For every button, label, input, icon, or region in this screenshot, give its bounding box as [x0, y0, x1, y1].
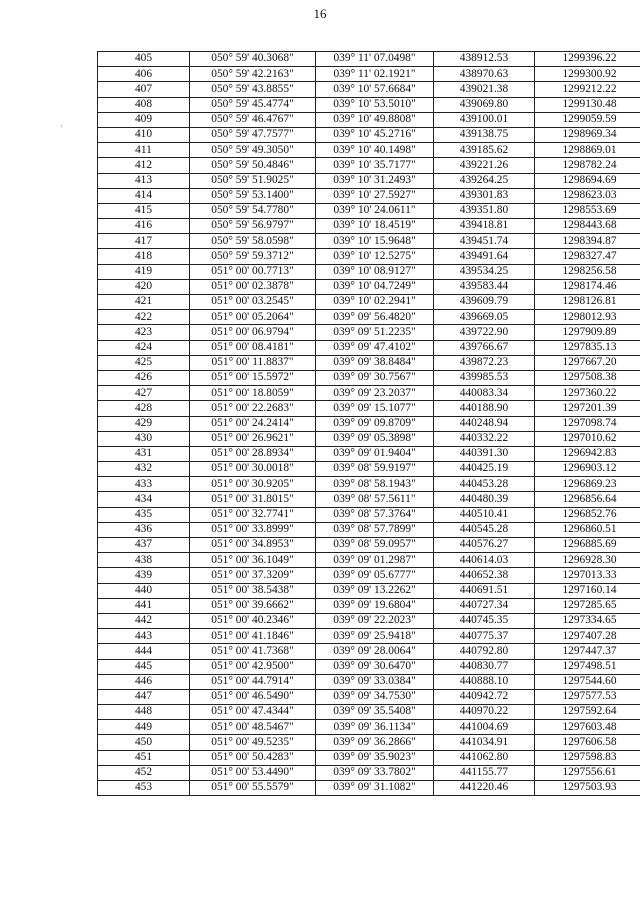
northing-cell: 1297667.20	[535, 355, 640, 370]
point-number-cell: 412	[98, 158, 190, 173]
easting-cell: 439491.64	[434, 249, 535, 264]
longitude-cell: 039° 09' 31.1082"	[316, 781, 434, 796]
table-row	[98, 507, 640, 522]
table-row	[98, 143, 640, 158]
easting-cell: 441034.91	[434, 735, 535, 750]
longitude-cell: 039° 10' 53.5010"	[316, 97, 434, 112]
table-row	[98, 674, 640, 689]
table-row	[98, 431, 640, 446]
table-row	[98, 370, 640, 385]
easting-cell: 439766.67	[434, 340, 535, 355]
northing-cell: 1298623.03	[535, 188, 640, 203]
table-row	[98, 310, 640, 325]
point-number-cell: 411	[98, 143, 190, 158]
northing-cell: 1298126.81	[535, 295, 640, 310]
northing-cell: 1296928.30	[535, 553, 640, 568]
northing-cell: 1297592.64	[535, 705, 640, 720]
northing-cell: 1298969.34	[535, 127, 640, 142]
table-row	[98, 720, 640, 735]
point-number-cell: 447	[98, 689, 190, 704]
table-row	[98, 52, 640, 67]
northing-cell: 1299130.48	[535, 97, 640, 112]
longitude-cell: 039° 09' 22.2023"	[316, 613, 434, 628]
northing-cell: 1296885.69	[535, 538, 640, 553]
easting-cell: 439583.44	[434, 279, 535, 294]
latitude-cell: 051° 00' 46.5490"	[190, 689, 316, 704]
point-number-cell: 446	[98, 674, 190, 689]
table-row	[98, 629, 640, 644]
point-number-cell: 435	[98, 507, 190, 522]
longitude-cell: 039° 08' 57.3764"	[316, 507, 434, 522]
longitude-cell: 039° 11' 07.0498"	[316, 52, 434, 67]
point-number-cell: 434	[98, 492, 190, 507]
table-row	[98, 613, 640, 628]
point-number-cell: 407	[98, 82, 190, 97]
table-row	[98, 325, 640, 340]
point-number-cell: 419	[98, 264, 190, 279]
table-row	[98, 97, 640, 112]
point-number-cell: 448	[98, 705, 190, 720]
point-number-cell: 428	[98, 401, 190, 416]
table-row	[98, 765, 640, 780]
table-row	[98, 583, 640, 598]
longitude-cell: 039° 09' 35.5408"	[316, 705, 434, 720]
table-row	[98, 522, 640, 537]
northing-cell: 1297835.13	[535, 340, 640, 355]
point-number-cell: 424	[98, 340, 190, 355]
point-number-cell: 409	[98, 112, 190, 127]
table-row	[98, 705, 640, 720]
northing-cell: 1298012.93	[535, 310, 640, 325]
point-number-cell: 420	[98, 279, 190, 294]
table-row	[98, 416, 640, 431]
longitude-cell: 039° 10' 08.9127"	[316, 264, 434, 279]
easting-cell: 439069.80	[434, 97, 535, 112]
longitude-cell: 039° 10' 24.0611"	[316, 203, 434, 218]
northing-cell: 1298327.47	[535, 249, 640, 264]
latitude-cell: 051° 00' 49.5235"	[190, 735, 316, 750]
point-number-cell: 417	[98, 234, 190, 249]
longitude-cell: 039° 09' 47.4102"	[316, 340, 434, 355]
point-number-cell: 450	[98, 735, 190, 750]
northing-cell: 1297160.14	[535, 583, 640, 598]
northing-cell: 1297508.38	[535, 370, 640, 385]
northing-cell: 1297503.93	[535, 781, 640, 796]
table-row	[98, 219, 640, 234]
point-number-cell: 432	[98, 462, 190, 477]
easting-cell: 440727.34	[434, 598, 535, 613]
easting-cell: 440510.41	[434, 507, 535, 522]
table-row	[98, 112, 640, 127]
latitude-cell: 051° 00' 30.9205"	[190, 477, 316, 492]
longitude-cell: 039° 09' 01.2987"	[316, 553, 434, 568]
northing-cell: 1296903.12	[535, 462, 640, 477]
longitude-cell: 039° 09' 23.2037"	[316, 386, 434, 401]
easting-cell: 440888.10	[434, 674, 535, 689]
longitude-cell: 039° 11' 02.1921"	[316, 67, 434, 82]
latitude-cell: 051° 00' 40.2346"	[190, 613, 316, 628]
easting-cell: 440425.19	[434, 462, 535, 477]
northing-cell: 1297909.89	[535, 325, 640, 340]
latitude-cell: 051° 00' 02.3878"	[190, 279, 316, 294]
table-row	[98, 568, 640, 583]
table-row	[98, 781, 640, 796]
table-row	[98, 644, 640, 659]
longitude-cell: 039° 08' 59.0957"	[316, 538, 434, 553]
northing-cell: 1297606.58	[535, 735, 640, 750]
table-row	[98, 598, 640, 613]
northing-cell: 1299212.22	[535, 82, 640, 97]
latitude-cell: 051° 00' 32.7741"	[190, 507, 316, 522]
point-number-cell: 439	[98, 568, 190, 583]
longitude-cell: 039° 09' 36.2866"	[316, 735, 434, 750]
point-number-cell: 438	[98, 553, 190, 568]
point-number-cell: 449	[98, 720, 190, 735]
easting-cell: 439609.79	[434, 295, 535, 310]
longitude-cell: 039° 10' 18.4519"	[316, 219, 434, 234]
longitude-cell: 039° 10' 45.2716"	[316, 127, 434, 142]
longitude-cell: 039° 09' 28.0064"	[316, 644, 434, 659]
easting-cell: 440545.28	[434, 522, 535, 537]
easting-cell: 441062.80	[434, 750, 535, 765]
northing-cell: 1298869.01	[535, 143, 640, 158]
northing-cell: 1296942.83	[535, 446, 640, 461]
point-number-cell: 410	[98, 127, 190, 142]
northing-cell: 1297447.37	[535, 644, 640, 659]
longitude-cell: 039° 09' 19.6804"	[316, 598, 434, 613]
easting-cell: 439351.80	[434, 203, 535, 218]
longitude-cell: 039° 09' 05.6777"	[316, 568, 434, 583]
northing-cell: 1297201.39	[535, 401, 640, 416]
table-row	[98, 188, 640, 203]
table-row	[98, 401, 640, 416]
table-row	[98, 264, 640, 279]
easting-cell: 440775.37	[434, 629, 535, 644]
northing-cell: 1297285.65	[535, 598, 640, 613]
easting-cell: 440453.28	[434, 477, 535, 492]
latitude-cell: 051° 00' 22.2683"	[190, 401, 316, 416]
northing-cell: 1299396.22	[535, 52, 640, 67]
point-number-cell: 442	[98, 613, 190, 628]
longitude-cell: 039° 08' 59.9197"	[316, 462, 434, 477]
point-number-cell: 422	[98, 310, 190, 325]
table-row	[98, 689, 640, 704]
easting-cell: 440830.77	[434, 659, 535, 674]
latitude-cell: 050° 59' 45.4774"	[190, 97, 316, 112]
longitude-cell: 039° 10' 04.7249"	[316, 279, 434, 294]
point-number-cell: 418	[98, 249, 190, 264]
table-row	[98, 82, 640, 97]
point-number-cell: 453	[98, 781, 190, 796]
table-row	[98, 386, 640, 401]
easting-cell: 440083.34	[434, 386, 535, 401]
table-row	[98, 492, 640, 507]
table-row	[98, 446, 640, 461]
northing-cell: 1298782.24	[535, 158, 640, 173]
point-number-cell: 437	[98, 538, 190, 553]
northing-cell: 1297013.33	[535, 568, 640, 583]
point-number-cell: 445	[98, 659, 190, 674]
latitude-cell: 051° 00' 05.2064"	[190, 310, 316, 325]
point-number-cell: 423	[98, 325, 190, 340]
point-number-cell: 443	[98, 629, 190, 644]
table-row	[98, 355, 640, 370]
latitude-cell: 051° 00' 53.4490"	[190, 765, 316, 780]
table-row	[98, 477, 640, 492]
longitude-cell: 039° 10' 31.2493"	[316, 173, 434, 188]
northing-cell: 1297603.48	[535, 720, 640, 735]
northing-cell: 1299300.92	[535, 67, 640, 82]
coordinates-table-body	[98, 52, 640, 796]
northing-cell: 1297407.28	[535, 629, 640, 644]
latitude-cell: 050° 59' 47.7577"	[190, 127, 316, 142]
table-row	[98, 538, 640, 553]
latitude-cell: 051° 00' 28.8934"	[190, 446, 316, 461]
latitude-cell: 050° 59' 58.0598"	[190, 234, 316, 249]
latitude-cell: 051° 00' 48.5467"	[190, 720, 316, 735]
point-number-cell: 451	[98, 750, 190, 765]
latitude-cell: 051° 00' 00.7713"	[190, 264, 316, 279]
latitude-cell: 050° 59' 59.3712"	[190, 249, 316, 264]
point-number-cell: 421	[98, 295, 190, 310]
easting-cell: 439021.38	[434, 82, 535, 97]
latitude-cell: 051° 00' 39.6662"	[190, 598, 316, 613]
latitude-cell: 050° 59' 54.7780"	[190, 203, 316, 218]
table-row	[98, 249, 640, 264]
longitude-cell: 039° 09' 15.1077"	[316, 401, 434, 416]
point-number-cell: 431	[98, 446, 190, 461]
easting-cell: 441004.69	[434, 720, 535, 735]
point-number-cell: 415	[98, 203, 190, 218]
table-row	[98, 67, 640, 82]
northing-cell: 1298174.46	[535, 279, 640, 294]
easting-cell: 440942.72	[434, 689, 535, 704]
latitude-cell: 051° 00' 44.7914"	[190, 674, 316, 689]
latitude-cell: 051° 00' 50.4283"	[190, 750, 316, 765]
page-number: 16	[313, 6, 327, 21]
point-number-cell: 440	[98, 583, 190, 598]
point-number-cell: 416	[98, 219, 190, 234]
longitude-cell: 039° 09' 38.8484"	[316, 355, 434, 370]
point-number-cell: 427	[98, 386, 190, 401]
easting-cell: 439722.90	[434, 325, 535, 340]
latitude-cell: 051° 00' 37.3209"	[190, 568, 316, 583]
northing-cell: 1297498.51	[535, 659, 640, 674]
point-number-cell: 430	[98, 431, 190, 446]
latitude-cell: 051° 00' 08.4181"	[190, 340, 316, 355]
latitude-cell: 050° 59' 51.9025"	[190, 173, 316, 188]
northing-cell: 1296852.76	[535, 507, 640, 522]
latitude-cell: 050° 59' 49.3050"	[190, 143, 316, 158]
table-row	[98, 127, 640, 142]
longitude-cell: 039° 09' 05.3898"	[316, 431, 434, 446]
longitude-cell: 039° 09' 33.7802"	[316, 765, 434, 780]
point-number-cell: 429	[98, 416, 190, 431]
longitude-cell: 039° 10' 27.5927"	[316, 188, 434, 203]
latitude-cell: 050° 59' 40.3068"	[190, 52, 316, 67]
northing-cell: 1297360.22	[535, 386, 640, 401]
point-number-cell: 425	[98, 355, 190, 370]
northing-cell: 1298553.69	[535, 203, 640, 218]
longitude-cell: 039° 09' 34.7530"	[316, 689, 434, 704]
latitude-cell: 051° 00' 47.4344"	[190, 705, 316, 720]
northing-cell: 1297098.74	[535, 416, 640, 431]
point-number-cell: 413	[98, 173, 190, 188]
point-number-cell: 426	[98, 370, 190, 385]
latitude-cell: 051° 00' 41.1846"	[190, 629, 316, 644]
latitude-cell: 050° 59' 53.1400"	[190, 188, 316, 203]
point-number-cell: 408	[98, 97, 190, 112]
table-row	[98, 462, 640, 477]
northing-cell: 1297010.62	[535, 431, 640, 446]
easting-cell: 439301.83	[434, 188, 535, 203]
longitude-cell: 039° 09' 09.8709"	[316, 416, 434, 431]
longitude-cell: 039° 10' 15.9648"	[316, 234, 434, 249]
latitude-cell: 050° 59' 50.4846"	[190, 158, 316, 173]
easting-cell: 440652.38	[434, 568, 535, 583]
easting-cell: 440792.80	[434, 644, 535, 659]
northing-cell: 1296869.23	[535, 477, 640, 492]
latitude-cell: 050° 59' 56.9797"	[190, 219, 316, 234]
latitude-cell: 051° 00' 42.9500"	[190, 659, 316, 674]
longitude-cell: 039° 09' 56.4820"	[316, 310, 434, 325]
table-row	[98, 750, 640, 765]
northing-cell: 1296860.51	[535, 522, 640, 537]
table-row	[98, 295, 640, 310]
coordinates-table	[97, 51, 640, 796]
longitude-cell: 039° 09' 25.9418"	[316, 629, 434, 644]
table-row	[98, 735, 640, 750]
longitude-cell: 039° 10' 12.5275"	[316, 249, 434, 264]
northing-cell: 1297556.61	[535, 765, 640, 780]
longitude-cell: 039° 10' 49.8808"	[316, 112, 434, 127]
point-number-cell: 414	[98, 188, 190, 203]
easting-cell: 438912.53	[434, 52, 535, 67]
point-number-cell: 436	[98, 522, 190, 537]
table-row	[98, 279, 640, 294]
easting-cell: 441155.77	[434, 765, 535, 780]
point-number-cell: 405	[98, 52, 190, 67]
latitude-cell: 051° 00' 03.2545"	[190, 295, 316, 310]
point-number-cell: 452	[98, 765, 190, 780]
northing-cell: 1297598.83	[535, 750, 640, 765]
longitude-cell: 039° 10' 40.1498"	[316, 143, 434, 158]
longitude-cell: 039° 09' 01.9404"	[316, 446, 434, 461]
latitude-cell: 051° 00' 06.9794"	[190, 325, 316, 340]
easting-cell: 441220.46	[434, 781, 535, 796]
easting-cell: 440691.51	[434, 583, 535, 598]
northing-cell: 1297577.53	[535, 689, 640, 704]
easting-cell: 440248.94	[434, 416, 535, 431]
northing-cell: 1296856.64	[535, 492, 640, 507]
table-row	[98, 553, 640, 568]
northing-cell: 1297334.65	[535, 613, 640, 628]
easting-cell: 439534.25	[434, 264, 535, 279]
table-row	[98, 234, 640, 249]
easting-cell: 439100.01	[434, 112, 535, 127]
easting-cell: 440745.35	[434, 613, 535, 628]
point-number-cell: 433	[98, 477, 190, 492]
latitude-cell: 051° 00' 38.5438"	[190, 583, 316, 598]
latitude-cell: 051° 00' 15.5972"	[190, 370, 316, 385]
longitude-cell: 039° 09' 35.9023"	[316, 750, 434, 765]
point-number-cell: 406	[98, 67, 190, 82]
easting-cell: 439418.81	[434, 219, 535, 234]
longitude-cell: 039° 10' 35.7177"	[316, 158, 434, 173]
northing-cell: 1298694.69	[535, 173, 640, 188]
northing-cell: 1298394.87	[535, 234, 640, 249]
easting-cell: 440332.22	[434, 431, 535, 446]
longitude-cell: 039° 08' 57.7899"	[316, 522, 434, 537]
latitude-cell: 051° 00' 26.9621"	[190, 431, 316, 446]
latitude-cell: 051° 00' 30.0018"	[190, 462, 316, 477]
northing-cell: 1299059.59	[535, 112, 640, 127]
latitude-cell: 051° 00' 24.2414"	[190, 416, 316, 431]
easting-cell: 440188.90	[434, 401, 535, 416]
easting-cell: 438970.63	[434, 67, 535, 82]
longitude-cell: 039° 09' 33.0384"	[316, 674, 434, 689]
northing-cell: 1298256.58	[535, 264, 640, 279]
easting-cell: 440480.39	[434, 492, 535, 507]
easting-cell: 439138.75	[434, 127, 535, 142]
table-row	[98, 173, 640, 188]
easting-cell: 439264.25	[434, 173, 535, 188]
easting-cell: 440970.22	[434, 705, 535, 720]
longitude-cell: 039° 10' 02.2941"	[316, 295, 434, 310]
easting-cell: 440391.30	[434, 446, 535, 461]
latitude-cell: 050° 59' 42.2163"	[190, 67, 316, 82]
latitude-cell: 050° 59' 43.8855"	[190, 82, 316, 97]
latitude-cell: 051° 00' 33.8999"	[190, 522, 316, 537]
point-number-cell: 444	[98, 644, 190, 659]
latitude-cell: 051° 00' 18.8059"	[190, 386, 316, 401]
easting-cell: 440614.03	[434, 553, 535, 568]
longitude-cell: 039° 09' 13.2262"	[316, 583, 434, 598]
northing-cell: 1298443.68	[535, 219, 640, 234]
easting-cell: 439185.62	[434, 143, 535, 158]
longitude-cell: 039° 10' 57.6684"	[316, 82, 434, 97]
easting-cell: 439985.53	[434, 370, 535, 385]
longitude-cell: 039° 09' 51.2235"	[316, 325, 434, 340]
table-row	[98, 659, 640, 674]
margin-mark: ·	[60, 122, 63, 131]
latitude-cell: 051° 00' 36.1049"	[190, 553, 316, 568]
latitude-cell: 051° 00' 11.8837"	[190, 355, 316, 370]
easting-cell: 439451.74	[434, 234, 535, 249]
northing-cell: 1297544.60	[535, 674, 640, 689]
point-number-cell: 441	[98, 598, 190, 613]
latitude-cell: 050° 59' 46.4767"	[190, 112, 316, 127]
table-row	[98, 158, 640, 173]
longitude-cell: 039° 09' 36.1134"	[316, 720, 434, 735]
easting-cell: 439669.05	[434, 310, 535, 325]
latitude-cell: 051° 00' 55.5579"	[190, 781, 316, 796]
latitude-cell: 051° 00' 41.7368"	[190, 644, 316, 659]
easting-cell: 439221.26	[434, 158, 535, 173]
easting-cell: 440576.27	[434, 538, 535, 553]
longitude-cell: 039° 09' 30.7567"	[316, 370, 434, 385]
longitude-cell: 039° 08' 58.1943"	[316, 477, 434, 492]
table-row	[98, 340, 640, 355]
table-row	[98, 203, 640, 218]
latitude-cell: 051° 00' 34.8953"	[190, 538, 316, 553]
latitude-cell: 051° 00' 31.8015"	[190, 492, 316, 507]
longitude-cell: 039° 08' 57.5611"	[316, 492, 434, 507]
easting-cell: 439872.23	[434, 355, 535, 370]
longitude-cell: 039° 09' 30.6470"	[316, 659, 434, 674]
